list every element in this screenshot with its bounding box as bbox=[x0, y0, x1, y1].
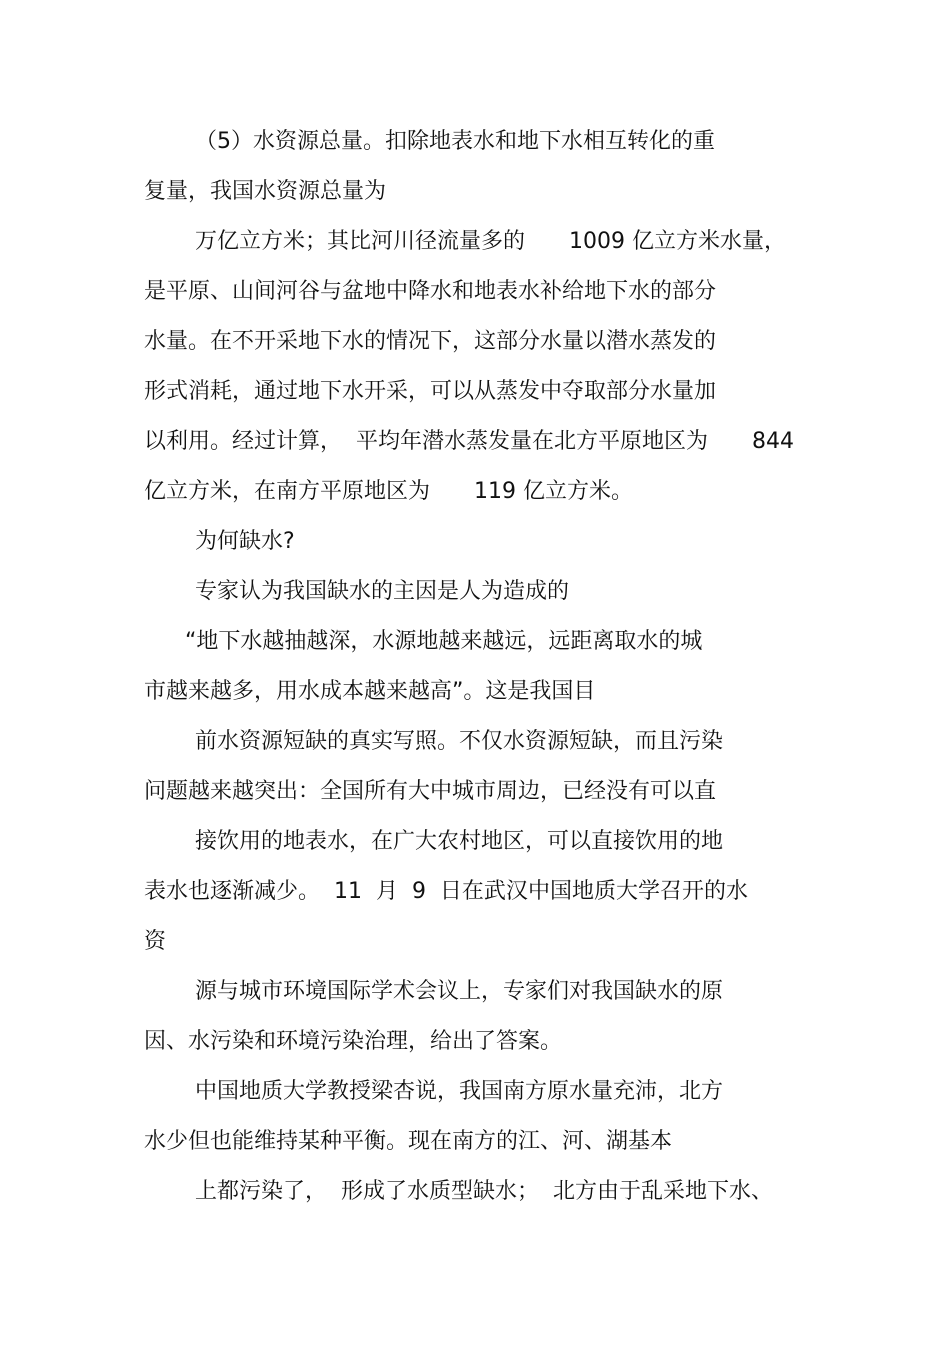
text-line: 水少但也能维持某种平衡。现在南方的江、河、湖基本 bbox=[144, 1129, 673, 1154]
text-line: 复量，我国水资源总量为 bbox=[144, 179, 387, 204]
section-heading: 为何缺水? bbox=[195, 529, 295, 554]
text-line: 以利用。经过计算， 平均年潜水蒸发量在北方平原地区为 844 bbox=[144, 429, 794, 454]
text-line: 上都污染了， 形成了水质型缺水； 北方由于乱采地下水、 bbox=[195, 1179, 773, 1204]
text-line: 中国地质大学教授梁杏说，我国南方原水量充沛，北方 bbox=[195, 1079, 724, 1104]
text-line: 接饮用的地表水，在广大农村地区，可以直接饮用的地 bbox=[195, 829, 724, 854]
text-line: 资 bbox=[144, 929, 167, 954]
text-line: 前水资源短缺的真实写照。不仅水资源短缺，而且污染 bbox=[195, 729, 724, 754]
text-line: 专家认为我国缺水的主因是人为造成的 bbox=[195, 579, 570, 604]
text-line: 市越来越多，用水成本越来越高”。这是我国目 bbox=[144, 679, 596, 704]
text-line: 形式消耗，通过地下水开采，可以从蒸发中夺取部分水量加 bbox=[144, 379, 717, 404]
text-line: 表水也逐渐减少。 11 月 9 日在武汉中国地质大学召开的水 bbox=[144, 879, 748, 904]
text-line: 是平原、山间河谷与盆地中降水和地表水补给地下水的部分 bbox=[144, 279, 717, 304]
text-line: “地下水越抽越深，水源地越来越远，远距离取水的城 bbox=[185, 629, 703, 654]
text-line: 问题越来越突出：全国所有大中城市周边，已经没有可以直 bbox=[144, 779, 717, 804]
text-line: 亿立方米，在南方平原地区为 119 亿立方米。 bbox=[144, 479, 633, 504]
text-line: 水量。在不开采地下水的情况下，这部分水量以潜水蒸发的 bbox=[144, 329, 717, 354]
text-line: （5）水资源总量。扣除地表水和地下水相互转化的重 bbox=[195, 129, 715, 154]
text-line: 因、水污染和环境污染治理，给出了答案。 bbox=[144, 1029, 563, 1054]
text-line: 万亿立方米；其比河川径流量多的 1009 亿立方米水量， bbox=[195, 229, 786, 254]
text-line: 源与城市环境国际学术会议上，专家们对我国缺水的原 bbox=[195, 979, 724, 1004]
